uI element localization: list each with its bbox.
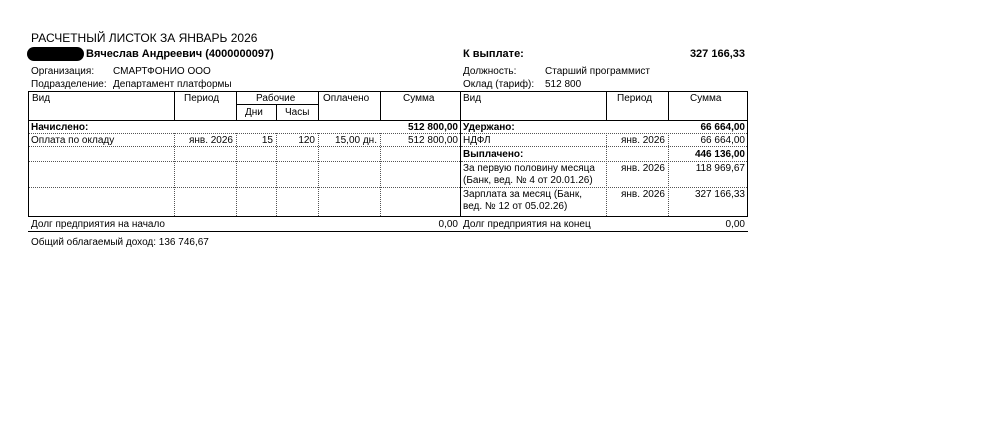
col-header-period: Период xyxy=(184,93,220,104)
payout-1-name-line2: (Банк, вед. № 4 от 20.01.26) xyxy=(463,175,593,186)
redacted-surname xyxy=(27,47,84,61)
dotted-row xyxy=(461,161,747,162)
table-right-border xyxy=(747,91,748,217)
dotted-row xyxy=(29,133,460,134)
ndfl-sum: 66 664,00 xyxy=(700,135,745,146)
col-sep xyxy=(174,91,175,120)
middle-divider xyxy=(460,91,461,217)
salary-label: Оклад (тариф): xyxy=(463,79,535,90)
dotted-row xyxy=(29,161,460,162)
col-sep xyxy=(318,91,319,120)
payout-1-period: янв. 2026 xyxy=(620,163,665,174)
dotted-row xyxy=(461,187,747,188)
page-title: РАСЧЕТНЫЙ ЛИСТОК ЗА ЯНВАРЬ 2026 xyxy=(31,31,258,45)
dotted-row xyxy=(461,146,747,147)
accrued-label: Начислено: xyxy=(31,122,89,133)
col-sep xyxy=(380,91,381,120)
payout-2-name-line2: вед. № 12 от 05.02.26) xyxy=(463,201,568,212)
table-top-border xyxy=(28,91,748,92)
accrual-sum: 512 800,00 xyxy=(407,135,458,146)
footer-line xyxy=(28,231,748,232)
ndfl-period: янв. 2026 xyxy=(620,135,665,146)
salary-value: 512 800 xyxy=(545,79,582,90)
accrual-paid: 15,00 дн. xyxy=(335,135,377,146)
accrual-hours: 120 xyxy=(298,135,315,146)
working-subheader-line xyxy=(236,104,318,105)
dept-value: Департамент платформы xyxy=(113,79,232,90)
header-bottom-border xyxy=(28,120,748,121)
debt-start-label: Долг предприятия на начало xyxy=(31,219,165,230)
payout-1-sum: 118 969,67 xyxy=(695,163,745,174)
col-header-vid-right: Вид xyxy=(463,93,482,104)
col-header-working: Рабочие xyxy=(256,93,296,104)
debt-end-value: 0,00 xyxy=(725,219,745,230)
col-header-sum: Сумма xyxy=(403,93,435,104)
table-left-border xyxy=(28,91,29,217)
debt-end-label: Долг предприятия на конец xyxy=(463,219,591,230)
paid-out-label: Выплачено: xyxy=(463,149,524,160)
debt-start-value: 0,00 xyxy=(438,219,458,230)
col-sep xyxy=(236,91,237,120)
accrual-name: Оплата по окладу xyxy=(31,135,115,146)
employee-name: Вячеслав Андреевич (4000000097) xyxy=(86,48,274,60)
paid-out-total: 446 136,00 xyxy=(694,149,745,160)
withheld-label: Удержано: xyxy=(463,122,515,133)
position-value: Старший программист xyxy=(545,66,651,77)
table-bottom-border xyxy=(28,216,748,217)
col-sep xyxy=(276,104,277,120)
to-pay-value: 327 166,33 xyxy=(689,48,745,60)
dotted-row xyxy=(461,133,747,134)
dotted-row xyxy=(29,146,460,147)
org-value: СМАРТФОНИО ООО xyxy=(113,66,211,77)
col-header-period-right: Период xyxy=(617,93,653,104)
col-header-sum-right: Сумма xyxy=(690,93,722,104)
accrual-period: янв. 2026 xyxy=(188,135,233,146)
col-header-days: Дни xyxy=(245,107,263,118)
to-pay-label: К выплате: xyxy=(463,48,524,60)
payout-1-name-line1: За первую половину месяца xyxy=(463,163,595,174)
payout-2-sum: 327 166,33 xyxy=(694,189,745,200)
payout-2-period: янв. 2026 xyxy=(620,189,665,200)
col-sep xyxy=(606,91,607,120)
taxable-income: Общий облагаемый доход: 136 746,67 xyxy=(31,237,209,248)
dept-label: Подразделение: xyxy=(31,79,107,90)
withheld-total: 66 664,00 xyxy=(700,122,745,133)
col-sep xyxy=(668,91,669,120)
payout-2-name-line1: Зарплата за месяц (Банк, xyxy=(463,189,582,200)
col-header-vid: Вид xyxy=(32,93,51,104)
accrual-days: 15 xyxy=(261,135,273,146)
dotted-row xyxy=(29,187,460,188)
col-header-hours: Часы xyxy=(285,107,310,118)
accrued-total: 512 800,00 xyxy=(407,122,458,133)
ndfl-name: НДФЛ xyxy=(463,135,491,146)
col-header-paid: Оплачено xyxy=(323,93,370,104)
org-label: Организация: xyxy=(31,66,95,77)
position-label: Должность: xyxy=(463,66,517,77)
